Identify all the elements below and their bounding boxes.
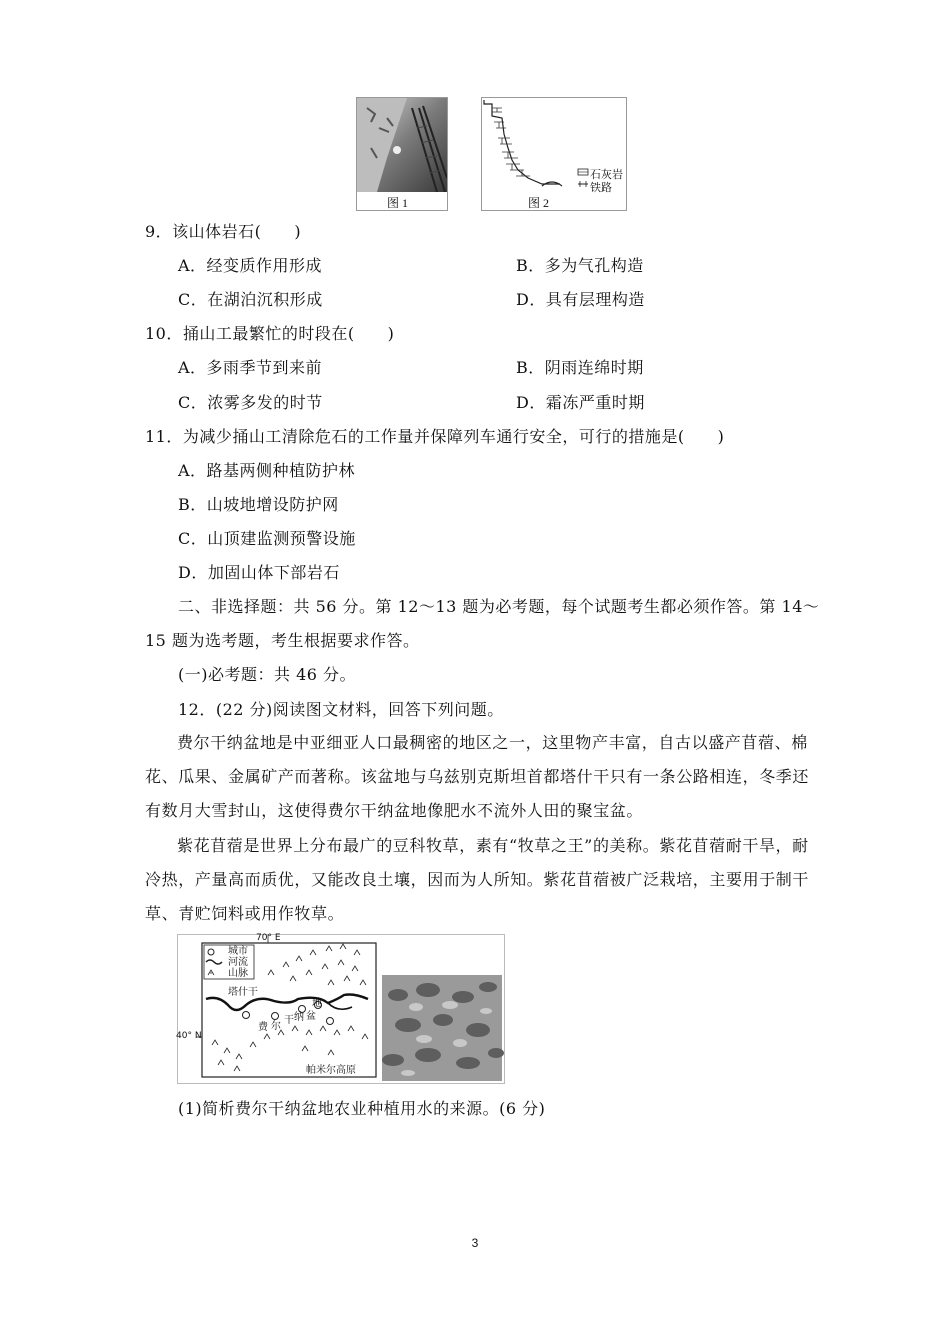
- legend-limestone: 石灰岩: [590, 169, 623, 181]
- map-figure: [177, 934, 505, 1084]
- material-paragraph-1: 费尔干纳盆地是中亚细亚人口最稠密的地区之一，这里物产丰富，自古以盛产苜蓿、棉花、瓜果、金属矿产而著称。该盆地与乌兹别克斯坦首都塔什干只有一条公路相连，冬季还有数月大雪封山，这使得费尔干纳盆地像肥水不流外人田的聚宝盆。: [145, 733, 810, 820]
- question-9-option-a: A．经变质作用形成: [178, 256, 323, 275]
- map-latitude-label: 40° N: [176, 1031, 202, 1041]
- question-11-option-a: A．路基两侧种植防护林: [178, 461, 356, 480]
- legend-railway: 铁路: [590, 182, 612, 194]
- question-9-option-b: B．多为气孔构造: [516, 256, 644, 275]
- legend-mountain: 山脉: [228, 968, 248, 979]
- required-section-heading: (一)必考题：共 46 分。: [178, 665, 357, 684]
- legend-city: 城市: [228, 946, 248, 957]
- place-tashkent: 塔什干: [228, 987, 258, 998]
- question-10-option-c: C．浓雾多发的时节: [178, 393, 323, 412]
- place-er: 尔: [271, 1021, 281, 1032]
- material-paragraph-2: 紫花苜蓿是世界上分布最广的豆科牧草，素有“牧草之王”的美称。紫花苜蓿耐干旱，耐冷热，产量高而质优，又能改良土壤，因而为人所知。紫花苜蓿被广泛栽培，主要用于制干草、青贮饲料或用作牧草。: [145, 836, 810, 923]
- page-number: 3: [471, 1236, 479, 1250]
- legend-river: 河流: [228, 957, 248, 968]
- question-11-option-d: D．加固山体下部岩石: [178, 563, 340, 582]
- section-2-intro-line-1: 二、非选择题：共 56 分。第 12～13 题为必考题，每个试题考生都必须作答。第 14～: [178, 597, 820, 616]
- figure-2-diagram: [481, 97, 627, 211]
- figure-1-caption: 图 1: [387, 196, 409, 210]
- question-10-stem: 10．捅山工最繁忙的时段在( ): [145, 324, 395, 343]
- question-11-stem: 11．为减少捅山工清除危石的工作量并保障列车通行安全，可行的措施是( ): [145, 427, 725, 446]
- question-10-option-a: A．多雨季节到来前: [178, 358, 323, 377]
- figure-2-caption: 图 2: [528, 196, 550, 210]
- question-11-option-c: C．山顶建监测预警设施: [178, 529, 356, 548]
- sub-question-1: (1)简析费尔干纳盆地农业种植用水的来源。(6 分): [178, 1099, 546, 1118]
- question-9-stem: 9．该山体岩石( ): [145, 222, 302, 241]
- place-gan: 干: [284, 1015, 294, 1026]
- fergana-map: [178, 935, 504, 1083]
- question-9-option-c: C．在湖泊沉积形成: [178, 290, 323, 309]
- question-9-option-d: D．具有层理构造: [516, 290, 645, 309]
- cliff-railway-photo: [357, 98, 447, 192]
- place-pamir-plateau: 帕米尔高原: [306, 1065, 356, 1076]
- place-pen: 盆: [306, 1011, 316, 1022]
- question-11-option-b: B．山坡地增设防护网: [178, 495, 339, 514]
- section-2-intro-line-2: 15 题为选考题，考生根据要求作答。: [145, 631, 420, 650]
- question-10-option-b: B．阴雨连绵时期: [516, 358, 644, 377]
- figure-1-photo: [356, 97, 448, 211]
- question-12-stem: 12．(22 分)阅读图文材料，回答下列问题。: [178, 700, 504, 719]
- place-di: 地: [312, 998, 322, 1009]
- place-na: 纳: [294, 1012, 304, 1023]
- map-longitude-label: 70° E: [256, 933, 281, 943]
- question-10-option-d: D．霜冻严重时期: [516, 393, 645, 412]
- place-fei: 费: [258, 1022, 268, 1033]
